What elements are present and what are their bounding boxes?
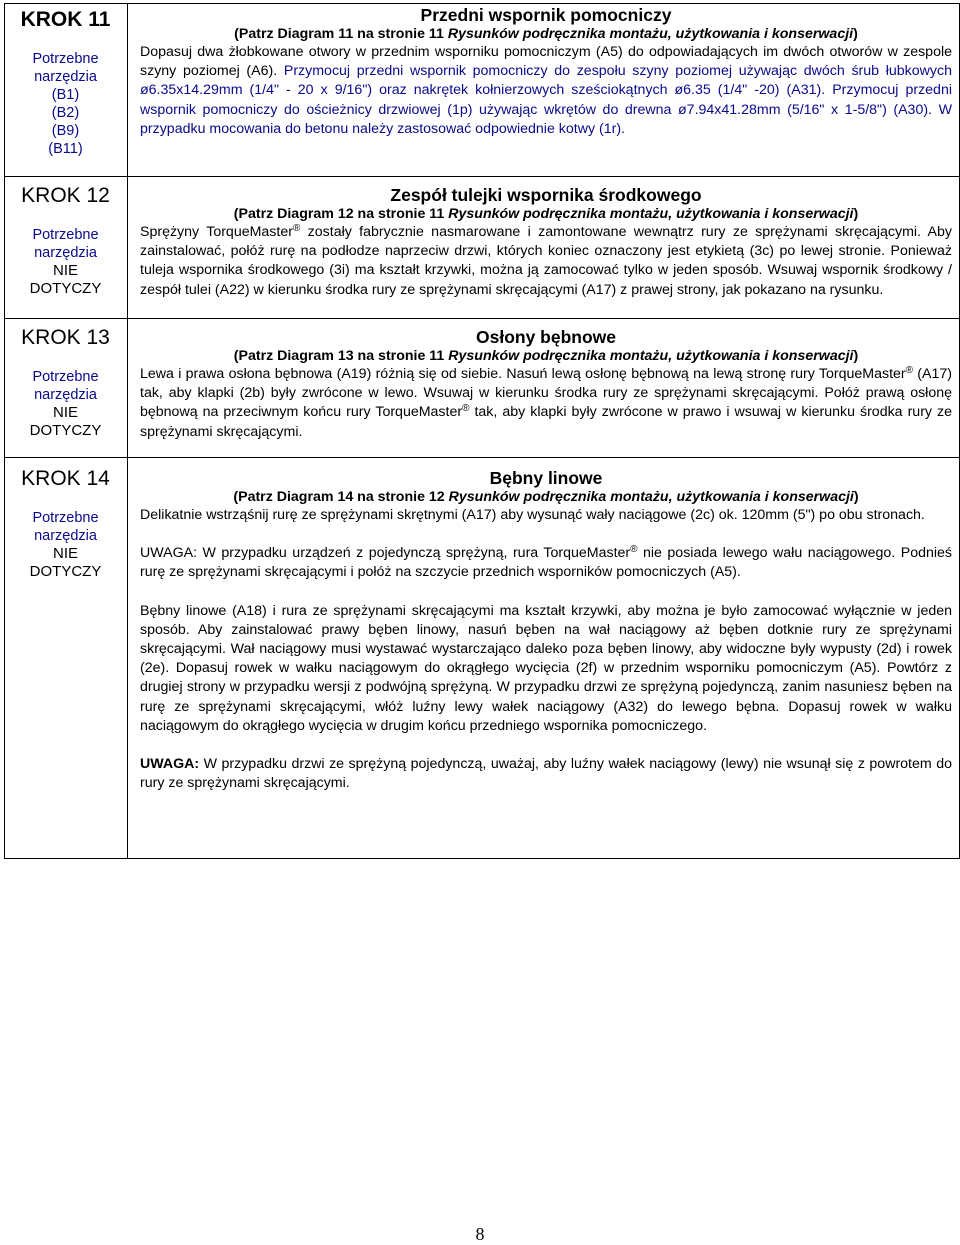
step-12-content bbox=[140, 185, 952, 300]
step-14-label: KROK 14 bbox=[21, 467, 110, 490]
step-11-content bbox=[140, 5, 952, 139]
registered-mark: ® bbox=[292, 223, 301, 234]
step-14-tools-none-1: NIE bbox=[52, 545, 78, 562]
step-11-title: Przedni wspornik pomocniczy bbox=[420, 5, 672, 25]
step-13-tools-label: Potrzebne narzędzia bbox=[32, 369, 99, 403]
step-14-reference: (Patrz Diagram 14 na stronie 12 Rysunków podręcznika montażu, użytkowania i konserwacji) bbox=[233, 489, 859, 505]
step-14-tools-label: Potrzebne narzędzia bbox=[32, 510, 99, 544]
step-11-instructions: Dopasuj dwa żłobkowane otwory w przednim wsporniku pomocniczym (A5) do odpowiadających im dwóch otworów w zespole szyny poziomej (A6). Przymocuj przedni wspornik pomocniczy do zespołu szyny poziomej używając dwóch śrub łubkowych ø6.35x14.29mm (1/4" - 20 x 9/16") oraz nakrętek kołnierzowych sześciokątnych ø6.35 (1/4" -20) (A31). Przymocuj przedni wspornik pomocniczy do ościeżnicy drzwiowej (1p) używając wkrętów do drewna ø7.94x41.28mm (5/16" x 1-5/8") (A30). W przypadku mocowania do betonu należy zastosować odpowiednie kotwy (1r). bbox=[140, 44, 952, 137]
step-13-instructions: Lewa i prawa osłona bębnowa (A19) różnią się od siebie. Nasuń lewą osłonę bębnową na lewą stronę rury TorqueMaster® (A17) tak, aby klapki (2b) były zwrócone w lewo. Wsuwaj w kierunku środka rury ze sprężynami skręcającymi. Połóż prawą osłonę bębnową na przeciwnym końcu rury TorqueMaster® tak, aby klapki były zwrócone w prawo i wsuwaj w kierunku środka rury ze sprężynami skręcającymi. bbox=[140, 365, 953, 440]
step-14-paragraph-4: UWAGA: W przypadku drzwi ze sprężyną pojedynczą, uważaj, aby luźny wałek naciągowy (lewy) nie wsunął się z powrotem do rury ze sprężynami skręcającymi. bbox=[140, 756, 952, 792]
step-13-title: Osłony bębnowe bbox=[475, 327, 617, 347]
step-14-content bbox=[140, 468, 952, 793]
step-11-tool-b11: (B11) bbox=[48, 141, 83, 157]
step-12-label: KROK 12 bbox=[21, 184, 110, 207]
step-11-tools-label: Potrzebne narzędzia bbox=[32, 51, 99, 85]
step-12-tools-none-2: DOTYCZY bbox=[29, 280, 102, 297]
step-12-sidebar bbox=[4, 180, 127, 298]
step-14-paragraph-2: UWAGA: W przypadku urządzeń z pojedynczą sprężyną, rura TorqueMaster® nie posiada lewego wału naciągowego. Podnieś rurę ze sprężynami skręcającymi i połóż na szczycie przednich wsporników pomocniczych (A5). bbox=[140, 544, 952, 581]
step-14-paragraph-1: Delikatnie wstrząśnij rurę ze sprężynami skrętnymi (A17) aby wysunąć wały naciągowe (2c) ok. 120mm (5") po obu stronach. bbox=[140, 507, 925, 523]
step-12-tools-label: Potrzebne narzędzia bbox=[32, 227, 99, 261]
step-12-tools-none-1: NIE bbox=[52, 262, 78, 279]
step-13-content bbox=[140, 327, 952, 442]
step-12-title: Zespół tulejki wspornika środkowego bbox=[390, 185, 702, 205]
step-11-tool-b9: (B9) bbox=[51, 123, 80, 139]
step-13-reference: (Patrz Diagram 13 na stronie 11 Rysunków podręcznika montażu, użytkowania i konserwacji) bbox=[233, 348, 859, 364]
page-number: 8 bbox=[475, 1224, 485, 1244]
step-11-tool-b2: (B2) bbox=[51, 105, 80, 121]
table-border-bottom bbox=[4, 858, 960, 859]
registered-mark: ® bbox=[905, 365, 913, 376]
registered-mark: ® bbox=[630, 544, 638, 556]
table-column-divider bbox=[127, 3, 128, 859]
step-14-sidebar bbox=[4, 463, 127, 581]
table-divider-krok14 bbox=[4, 457, 960, 458]
step-11-reference: (Patrz Diagram 11 na stronie 11 Rysunków podręcznika montażu, użytkowania i konserwacji) bbox=[234, 26, 858, 42]
step-11-label: KROK 11 bbox=[20, 8, 111, 31]
table-divider-krok12 bbox=[4, 176, 960, 177]
step-14-paragraph-3: Bębny linowe (A18) i rura ze sprężynami skręcającymi ma kształt krzywki, aby można je było zamocować wyłącznie w jeden sposób. Aby zainstalować prawy bęben linowy, nasuń bęben na wał naciągowy aż bęben dotknie rury ze sprężynami skręcającymi. Wał naciągowy musi wystawać wystarczająco daleko poza bęben linowy, aby widoczne były wypusty (2d) i rowek (2e). Dopasuj rowek w wałku naciągowym do okrągłego wycięcia (2f) w przednim wsporniku pomocniczym (A5). Powtórz z drugiej strony w przypadku wersji z podwójną sprężyną. W przypadku drzwi ze sprężyną pojedynczą, zanim nasuniesz bęben na rurę ze sprężynami skręcającymi, włóż luźny lewy wałek naciągowy (A32) do lewego bębna. Dopasuj rowek w wałku naciągowym do okrągłego wycięcia w drugim końcu przedniego wspornika pomocniczego. bbox=[140, 602, 952, 734]
step-13-tools-none-1: NIE bbox=[52, 404, 78, 421]
step-13-sidebar bbox=[4, 322, 127, 440]
step-13-label: KROK 13 bbox=[21, 326, 110, 349]
step-12-reference: (Patrz Diagram 12 na stronie 11 Rysunków podręcznika montażu, użytkowania i konserwacji) bbox=[233, 206, 859, 222]
table-divider-krok13 bbox=[4, 318, 960, 319]
step-14-tools-none-2: DOTYCZY bbox=[29, 563, 102, 580]
table-border-top bbox=[4, 3, 960, 4]
step-11-tool-b1: (B1) bbox=[51, 87, 80, 103]
step-11-sidebar bbox=[4, 4, 127, 158]
registered-mark: ® bbox=[462, 403, 470, 415]
step-13-tools-none-2: DOTYCZY bbox=[29, 422, 102, 439]
step-14-title: Bębny linowe bbox=[489, 468, 603, 488]
step-12-instructions: Sprężyny TorqueMaster® zostały fabrycznie nasmarowane i zamontowane wewnątrz rury ze sprężynami skręcającymi. Aby zainstalować, połóż rurę na podłodze naprzeciw drzwi, których koniec oznaczony jest etykietą (3c) po lewej stronie. Ponieważ tuleja wspornika środkowego (3i) ma kształt krzywki, można ją zamocować tylko w jeden sposób. Wsuwaj wspornik środkowy / zespół tulei (A22) w kierunku środka rury ze sprężynami skręcającymi (A17) z prawej strony, jak pokazano na rysunku. bbox=[140, 223, 952, 298]
